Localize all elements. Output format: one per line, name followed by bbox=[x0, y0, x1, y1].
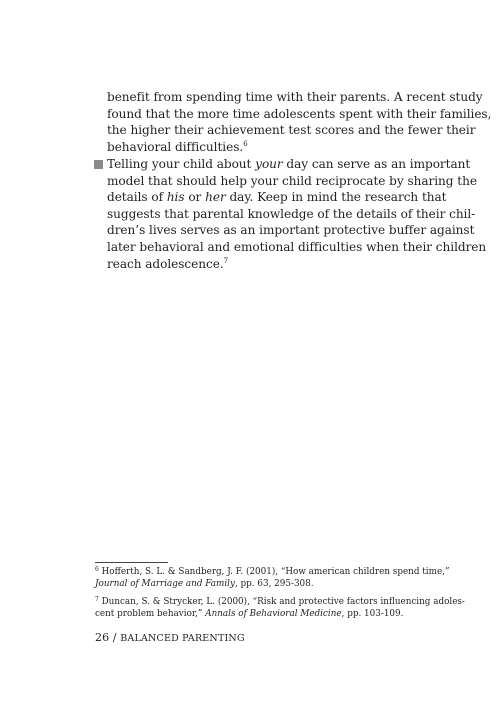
footnote-reference: 6 bbox=[243, 139, 248, 148]
footnote-separator-rule bbox=[95, 562, 168, 563]
footnote-line: Journal of Marriage and Family, pp. 63, 295-308. bbox=[95, 579, 314, 589]
footnotes bbox=[95, 566, 465, 626]
bullet-line: details of his or her day. Keep in mind the research that bbox=[107, 190, 447, 205]
paragraph-line: the higher their achievement test scores and the fewer their bbox=[107, 123, 476, 138]
bullet-line: model that should help your child reciprocate by sharing the bbox=[107, 173, 477, 188]
footnote bbox=[95, 566, 450, 590]
bullet-line-last: reach adolescence.$^7$ bbox=[107, 256, 229, 271]
footnote bbox=[95, 596, 465, 620]
footnote-line: $^7$ Duncan, S. & Strycker, L. (2000), “Risk and protective factors influencing adoles- bbox=[95, 596, 465, 607]
folio-separator: / bbox=[109, 631, 121, 644]
paragraph-continuation bbox=[107, 89, 492, 155]
bullet-line: suggests that parental knowledge of the details of their chil- bbox=[107, 206, 476, 221]
bullet-text bbox=[107, 156, 487, 272]
bullet-line: dren’s lives serves as an important protective buffer against bbox=[107, 223, 475, 238]
bullet-line: later behavioral and emotional difficulties when their children bbox=[107, 239, 487, 254]
square-bullet-icon bbox=[94, 160, 103, 169]
running-title: BALANCED PARENTING bbox=[120, 633, 245, 644]
bullet-list-item bbox=[94, 156, 487, 272]
page-footer bbox=[95, 631, 245, 644]
footnote-line: cent problem behavior,” Annals of Behavioral Medicine, pp. 103-109. bbox=[95, 609, 404, 619]
footnote-line: $^6$ Hofferth, S. L. & Sandberg, J. F. (2001), “How american children spend time,” bbox=[95, 566, 450, 577]
paragraph-line: benefit from spending time with their parents. A recent study bbox=[107, 90, 483, 104]
bullet-line: Telling your child about your day can serve as an important bbox=[107, 157, 471, 171]
page-number: 26 bbox=[95, 631, 110, 644]
paragraph-line-last: behavioral difficulties.$^6$ bbox=[107, 139, 248, 154]
paragraph-line: found that the more time adolescents spent with their families, bbox=[107, 106, 492, 121]
footnote-reference: 7 bbox=[223, 256, 229, 265]
